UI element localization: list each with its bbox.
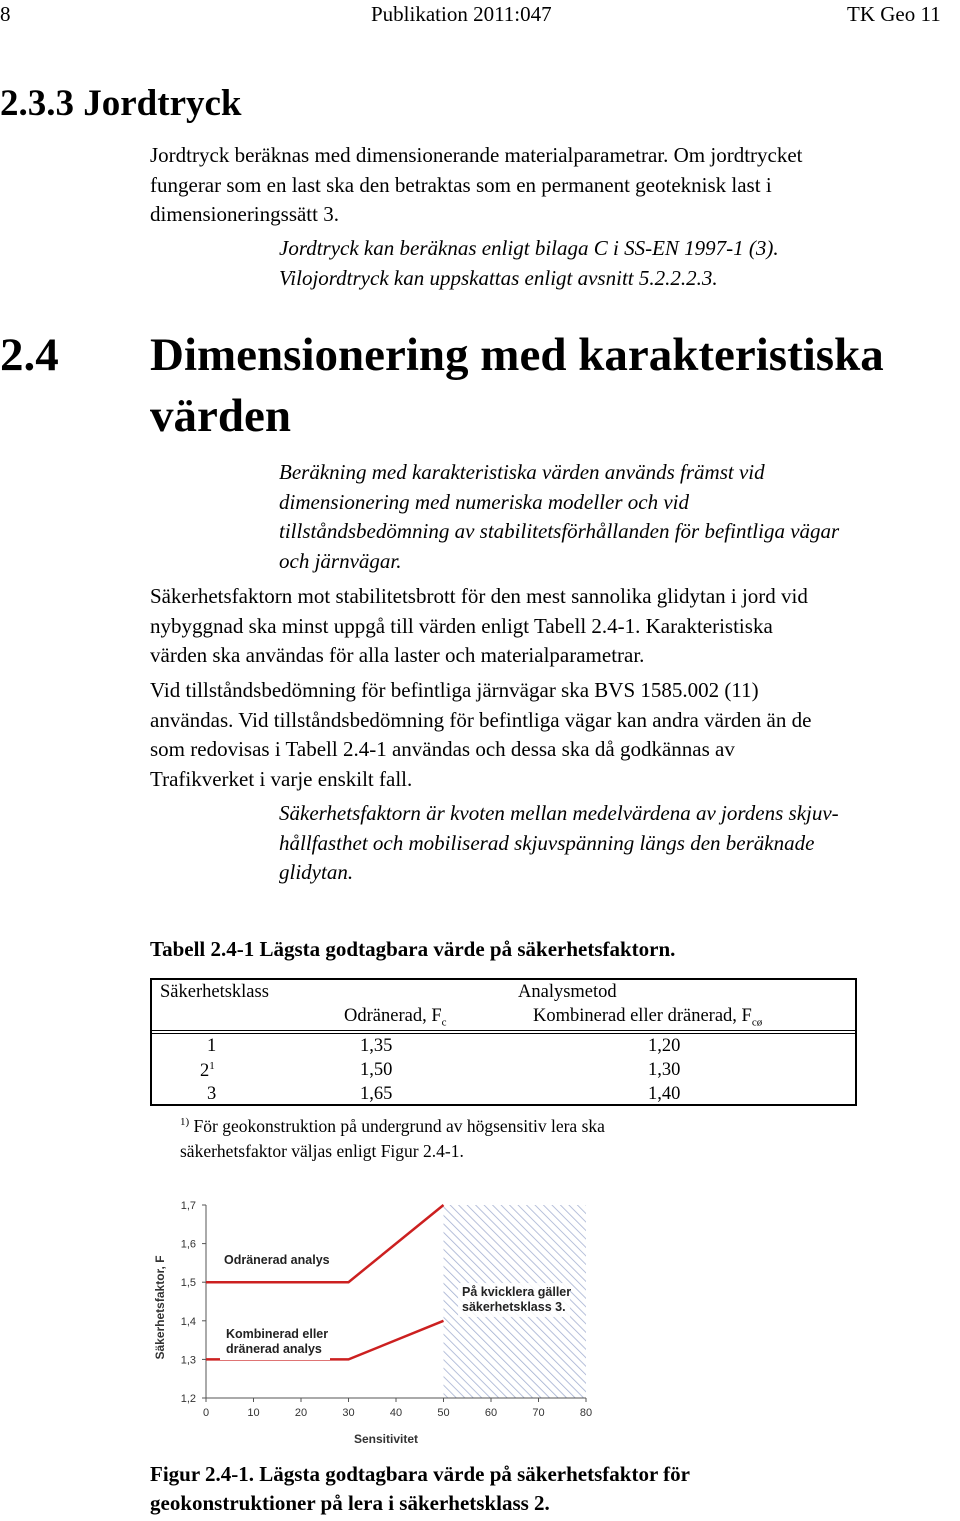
y-tick-label: 1,6 <box>180 1238 196 1251</box>
x-tick-label: 10 <box>247 1407 260 1419</box>
subscript: cø <box>751 1016 763 1029</box>
x-tick-label: 40 <box>389 1407 403 1419</box>
text-line: Jordtryck kan beräknas enligt bilaga C i SS-EN 1997-1 (3). <box>279 236 779 260</box>
karakteristiska-note <box>279 458 839 576</box>
caption-line: geokonstruktioner på lera i säkerhetsklass 2. <box>150 1491 550 1515</box>
cell-combined: 1,40 <box>648 1084 681 1104</box>
text-line: glidytan. <box>279 860 354 884</box>
text-line: och järnvägar. <box>279 548 402 573</box>
table-title: Tabell 2.4-1 Lägsta godtagbara värde på säkerhetsfaktorn. <box>150 937 676 961</box>
publication-id: Publikation 2011:047 <box>371 2 552 26</box>
col-header-combined-label: Kombinerad eller dränerad, F <box>533 1006 752 1026</box>
cell-undrained: 1,65 <box>360 1084 393 1104</box>
table-header-rule <box>152 1030 855 1031</box>
text-line: Vilojordtryck kan uppskattas enligt avsnitt 5.2.2.2.3. <box>279 265 718 290</box>
series-label-combined-1: Kombinerad eller <box>226 1327 329 1341</box>
text-line: som redovisas i Tabell 2.4-1 användas och dessa ska då godkännas av <box>150 737 735 761</box>
footnote-line <box>180 1110 605 1139</box>
text-line: hållfasthet och mobiliserad skjuvspänning längs den beräknade <box>279 830 815 855</box>
text-line: Beräkning med karakteristiska värden används främst vid <box>279 460 765 484</box>
series-line-1 <box>206 1205 444 1282</box>
x-tick-label: 80 <box>579 1407 593 1419</box>
y-axis-label: Säkerhetsfaktor, F <box>153 1255 167 1360</box>
table-row <box>152 1060 855 1084</box>
y-tick-label: 1,5 <box>180 1277 196 1290</box>
table-row <box>152 1036 855 1060</box>
text-line: Säkerhetsfaktorn mot stabilitetsbrott för den mest sannolika glidytan i jord vid <box>150 584 808 608</box>
section-number-2-4: 2.4 <box>0 329 59 381</box>
section-heading-jordtryck: 2.3.3 Jordtryck <box>0 83 242 124</box>
text-line: Jordtryck beräknas med dimensionerande materialparametrar. Om jordtrycket <box>150 143 803 167</box>
footnote-text: För geokonstruktion på undergrund av högsensitiv lera ska <box>193 1115 605 1136</box>
sakerhetsfaktor-paragraph <box>150 582 808 671</box>
x-tick-label: 60 <box>484 1407 498 1419</box>
text-line: dimensionering med numeriska modeller och vid <box>279 489 690 514</box>
col-header-class: Säkerhetsklass <box>160 982 269 1002</box>
text-line: nybyggnad ska minst uppgå till värden enligt Tabell 2.4-1. Karakteristiska <box>150 613 773 638</box>
text-line: fungerar som en last ska den betraktas som en permanent geoteknisk last i <box>150 172 772 197</box>
table-body <box>152 1036 855 1108</box>
col-group-header: Analysmetod <box>518 982 617 1002</box>
cell-combined: 1,20 <box>648 1036 681 1056</box>
text-line: Vid tillståndsbedömning för befintliga järnvägar ska BVS 1585.002 (11) <box>150 678 759 702</box>
y-tick-label: 1,3 <box>180 1354 196 1367</box>
safety-factor-table <box>150 978 857 1106</box>
footnote-mark: 1) <box>180 1116 190 1128</box>
text-line: användas. Vid tillståndsbedömning för befintliga vägar kan andra värden än de <box>150 707 812 732</box>
subscript: c <box>441 1016 447 1029</box>
table-row <box>152 1084 855 1108</box>
text-line: Säkerhetsfaktorn är kvoten mellan medelvärdena av jordens skjuv- <box>279 801 839 825</box>
x-tick-label: 0 <box>202 1407 210 1419</box>
tillstandsbedomning-paragraph <box>150 676 811 794</box>
table-header-rule-2 <box>152 1033 855 1034</box>
col-header-combined <box>533 1006 762 1029</box>
x-tick-label: 70 <box>532 1407 545 1419</box>
caption-line: Figur 2.4-1. Lägsta godtagbara värde på säkerhetsfaktor för <box>150 1462 690 1486</box>
series-label-combined-2: dränerad analys <box>226 1342 322 1356</box>
safety-factor-chart <box>148 1192 608 1448</box>
x-axis-label: Sensitivitet <box>353 1432 419 1446</box>
footnote-ref: 1 <box>209 1060 215 1072</box>
annotation-line-2: säkerhetsklass 3. <box>462 1300 566 1314</box>
jordtryck-note <box>279 234 779 293</box>
footnote-line: säkerhetsfaktor väljas enligt Figur 2.4-1. <box>180 1140 464 1161</box>
y-tick-label: 1,2 <box>180 1393 196 1405</box>
figure-caption <box>150 1460 690 1518</box>
text-line: Trafikverket i varje enskilt fall. <box>150 766 413 791</box>
series-label-undrained: Odränerad analys <box>224 1253 330 1267</box>
annotation-line-1: På kvicklera gäller <box>462 1285 572 1299</box>
section-heading-cont: värden <box>150 390 291 442</box>
y-tick-label: 1,7 <box>180 1200 196 1212</box>
x-tick-label: 50 <box>437 1407 450 1419</box>
doc-code: TK Geo 11 <box>847 2 941 26</box>
table-footnote <box>180 1110 605 1164</box>
text-line: tillståndsbedömning av stabilitetsförhållanden för befintliga vägar <box>279 519 840 543</box>
page-number: 8 <box>0 2 11 26</box>
cell-class-value: 2 <box>200 1061 210 1082</box>
text-line: värden ska användas för alla laster och materialparametrar. <box>150 643 645 667</box>
cell-undrained: 1,35 <box>360 1036 393 1056</box>
cell-class <box>200 1060 215 1082</box>
definition-note <box>279 799 839 888</box>
x-tick-label: 20 <box>294 1407 308 1419</box>
x-tick-label: 30 <box>342 1407 355 1419</box>
cell-class: 3 <box>207 1084 217 1104</box>
text-line: dimensioneringssätt 3. <box>150 202 339 226</box>
col-header-undrained-label: Odränerad, F <box>344 1006 442 1026</box>
section-heading-dimensionering: Dimensionering med karakteristiska <box>150 329 884 381</box>
cell-combined: 1,30 <box>648 1060 681 1080</box>
jordtryck-paragraph <box>150 141 803 230</box>
cell-undrained: 1,50 <box>360 1060 393 1080</box>
y-tick-label: 1,4 <box>180 1315 196 1328</box>
col-header-undrained <box>344 1006 447 1029</box>
cell-class: 1 <box>207 1036 217 1056</box>
